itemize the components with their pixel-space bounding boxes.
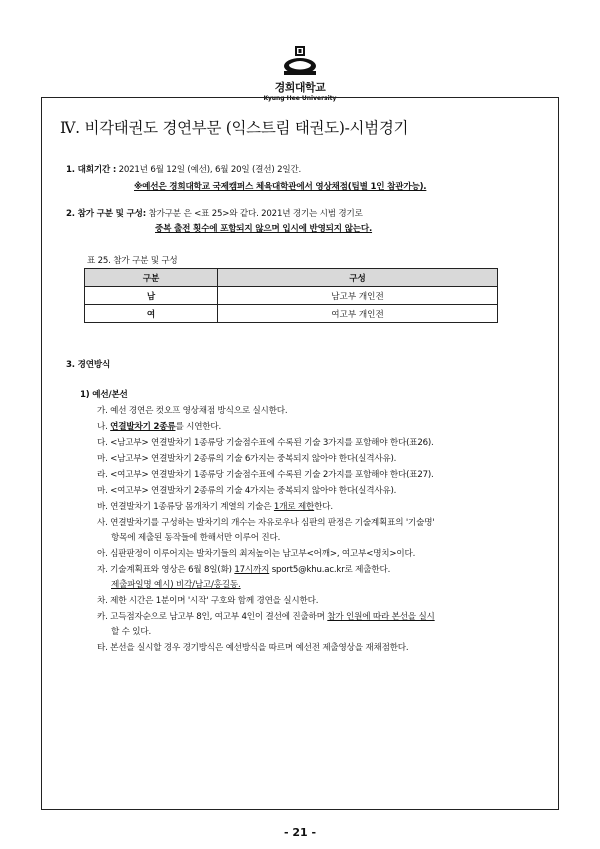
composition-line [66,207,363,219]
period-note: ※예선은 경희대학교 국제캠퍼스 체육대학관에서 영상채점(팀별 1인 참관가능). [134,182,427,192]
list-item-continuation: 항목에 제출된 동작들에 한해서만 이루어 진다. [111,533,281,543]
page-number: - 21 - [283,826,317,839]
list-item [97,420,221,432]
method-subheading: 1) 예선/본선 [80,390,128,400]
list-item-prefix: 나. [97,422,111,432]
table-header-cell: 구분 [85,269,218,287]
university-logo [256,44,344,102]
list-item-emphasis: 17시까지 [234,565,270,575]
composition-text: 참가구분 은 <표 25>와 같다. 2021년 경기는 시범 경기로 [145,209,363,219]
list-item: 마. <여고부> 연결발차기 2종류의 기술 4가지는 중복되지 않아야 한다(실격사유). [97,486,397,496]
list-item: 사. 연결발차기를 구성하는 발차기의 개수는 자유로우나 심판의 판정은 기술계획표의 '기술명' [97,518,435,528]
list-item-emphasis: 1개로 제한 [273,502,315,512]
period-line [66,163,301,175]
list-item-prefix: 바. 연결발차기 1종류당 몸개차기 계열의 기술은 [97,502,274,512]
section-title: Ⅳ. 비각태권도 경연부문 (익스트림 태권도)-시범경기 [60,119,409,137]
list-item-prefix: 카. 고득점자순으로 남고부 8인, 여고부 4인이 결선에 진출하며 [97,612,328,622]
list-item [97,500,333,512]
table-row [85,305,498,323]
table-cell: 여 [85,305,218,323]
period-label: 1. 대회기간 : [66,165,117,175]
table-caption: 표 25. 참가 구분 및 구성 [87,256,178,266]
list-item: 마. <남고부> 연결발차기 2종류의 기술 6가지는 중복되지 않아야 한다(실격사유). [97,454,397,464]
university-emblem-icon [280,44,320,78]
list-item [97,610,435,622]
table-cell: 남 [85,287,218,305]
logo-korean-name: 경희대학교 [274,81,326,94]
list-item: 아. 심판판정이 이루어지는 발차기들의 최저높이는 남고부<어깨>, 여고부<명치>이다. [97,549,416,559]
list-item-prefix: 자. 기술계획표와 영상은 6월 8일(화) [97,565,235,575]
table-header-cell: 구성 [218,269,498,287]
list-item [97,563,390,575]
table-cell: 여고부 개인전 [218,305,498,323]
list-item: 가. 예선 경연은 컷오프 영상채점 방식으로 실시한다. [97,406,288,416]
composition-note: 중복 출전 횟수에 포함되지 않으며 입시에 반영되지 않는다. [155,224,373,234]
list-item-suffix: sport5@khu.ac.kr로 제출한다. [269,565,391,575]
list-item-emphasis: 참가 인원에 따라 본선을 실시 [327,612,435,622]
list-item-suffix: 를 시연한다. [175,422,222,432]
table-header-row [85,269,498,287]
composition-label: 2. 참가 구분 및 구성: [66,209,146,219]
list-item: 라. <여고부> 연결발차기 1종류당 기술점수표에 수록된 기술 2가지를 포함해야 한다(표27). [97,470,434,480]
list-item-continuation: 제출파일명 예시) 비각/남고/홍길동. [111,580,241,590]
list-item-emphasis: 연결발차기 2종류 [110,422,176,432]
list-item: 타. 본선을 실시할 경우 경기방식은 예선방식을 따르며 예선전 제출영상을 재채점한다. [97,643,409,653]
table-row [85,287,498,305]
participation-table [84,268,498,323]
list-item: 차. 제한 시간은 1분이며 '시작' 구호와 함께 경연을 실시한다. [97,596,319,606]
logo-english-name: Kyung Hee University [263,95,337,102]
list-item: 다. <남고부> 연결발차기 1종류당 기술점수표에 수록된 기술 3가지를 포함해야 한다(표26). [97,438,434,448]
list-item-continuation: 할 수 있다. [111,627,152,637]
method-label: 3. 경연방식 [66,360,111,370]
table-cell: 남고부 개인전 [218,287,498,305]
list-item-suffix: 한다. [314,502,333,512]
period-text: 2021년 6월 12일 (예선), 6월 20일 (결선) 2일간. [116,165,302,175]
